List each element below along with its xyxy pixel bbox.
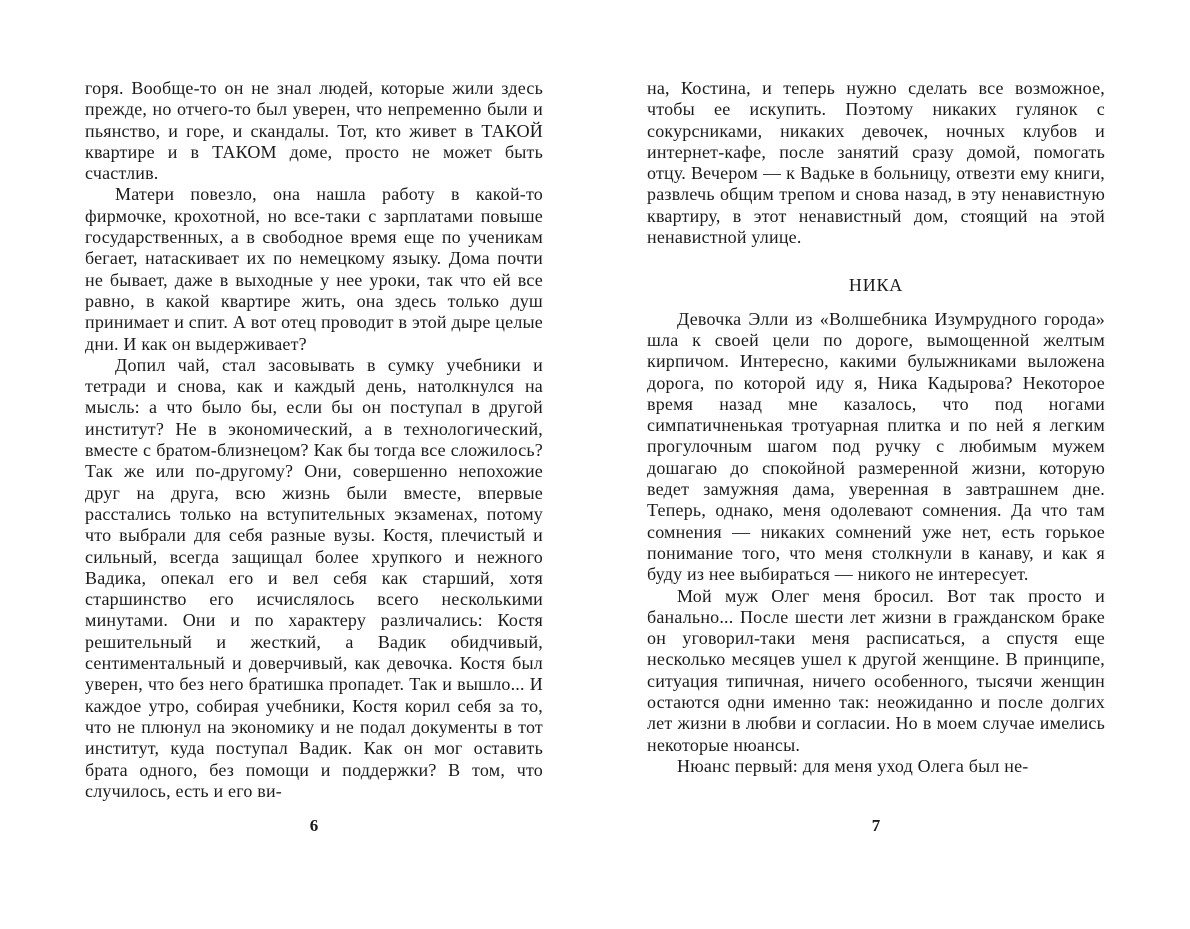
page-left-text [85, 78, 543, 802]
page-right [647, 78, 1105, 908]
paragraph: Девочка Элли из «Волшебника Изумрудного города» шла к своей цели по дороге, вымощенной желтым кирпичом. Интересно, какими булыжниками выложена дорога, по которой иду я, Ника Кадырова? Некоторое время назад мне казалось, что под ногами симпатичненькая тротуарная плитка и по ней я легким прогулочным шагом под ручку с любимым мужем дошагаю до спокойной размеренной жизни, которую ведет замужняя дама, уверенная в завтрашнем дне. Теперь, однако, меня одолевают сомнения. Да что там сомнения — никаких сомнений уже нет, есть горькое понимание того, что меня столкнули в канаву, и как я буду из нее выбираться — никого не интересует. [647, 308, 1105, 585]
paragraph: Допил чай, стал засовывать в сумку учебники и тетради и снова, как и каждый день, натолкнулся на мысль: а что было бы, если бы он поступал в другой институт? Не в экономический, а в технологический, вместе с братом-близнецом? Как бы тогда все сложилось? Так же или по-другому? Они, совершенно непохожие друг на друга, всю жизнь были вместе, впервые расстались только на вступительных экзаменах, потому что выбрали для себя разные вузы. Костя, плечистый и сильный, всегда защищал более хрупкого и нежного Вадика, опекал его и вел себя как старший, хотя старшинство его исчислялось всего несколькими минутами. Они и по характеру различались: Костя решительный и жесткий, а Вадик обидчивый, сентиментальный и доверчивый, как девочка. Костя был уверен, что без него братишка пропадет. Так и вышло... И каждое утро, собирая учебники, Костя корил себя за то, что не плюнул на экономику и не подал документы в тот институт, куда поступал Вадик. Как он мог оставить брата одного, без помощи и поддержки? В том, что случилось, есть и его ви- [85, 354, 543, 801]
page-right-text [647, 78, 1105, 777]
paragraph: Нюанс первый: для меня уход Олега был не- [677, 755, 1029, 776]
paragraph: Матери повезло, она нашла работу в какой-то фирмочке, крохотной, но все-таки с зарплатами повыше государственных, а в свободное время еще по ученикам бегает, натаскивает их по немецкому языку. Дома почти не бывает, даже в выходные у нее уроки, так что ей все равно, в какой квартире жить, она здесь только душ принимает и спит. А вот отец проводит в этой дыре целые дни. И как он выдерживает? [85, 184, 543, 354]
page-left [85, 78, 543, 908]
paragraph: горя. Вообще-то он не знал людей, которые жили здесь прежде, но отчего-то был уверен, что непременно были и пьянство, и горе, и скандалы. Тот, кто живет в ТАКОЙ квартире и в ТАКОМ доме, просто не может быть счастлив. [85, 78, 543, 184]
chapter-heading: НИКА [848, 275, 904, 296]
page-number-right: 7 [871, 816, 881, 835]
paragraph: Мой муж Олег меня бросил. Вот так просто и банально... После шести лет жизни в гражданском браке он уговорил-таки меня расписаться, а спустя еще несколько месяцев ушел к другой женщине. В принципе, ситуация типичная, ничего особенного, тысячи женщин остаются одни именно так: неожиданно и после долгих лет жизни в любви и согласии. Но в моем случае имелись некоторые нюансы. [647, 585, 1105, 755]
page-number-left: 6 [309, 816, 319, 835]
paragraph: на, Костина, и теперь нужно сделать все возможное, чтобы ее искупить. Поэтому никаких гулянок с сокурсниками, никаких девочек, ночных клубов и интернет-кафе, после занятий сразу домой, помогать отцу. Вечером — к Вадьке в больницу, отвезти ему книги, развлечь общим трепом и снова назад, в эту ненавистную квартиру, в этот ненавистный дом, стоящий на этой ненавистной улице. [647, 78, 1105, 248]
